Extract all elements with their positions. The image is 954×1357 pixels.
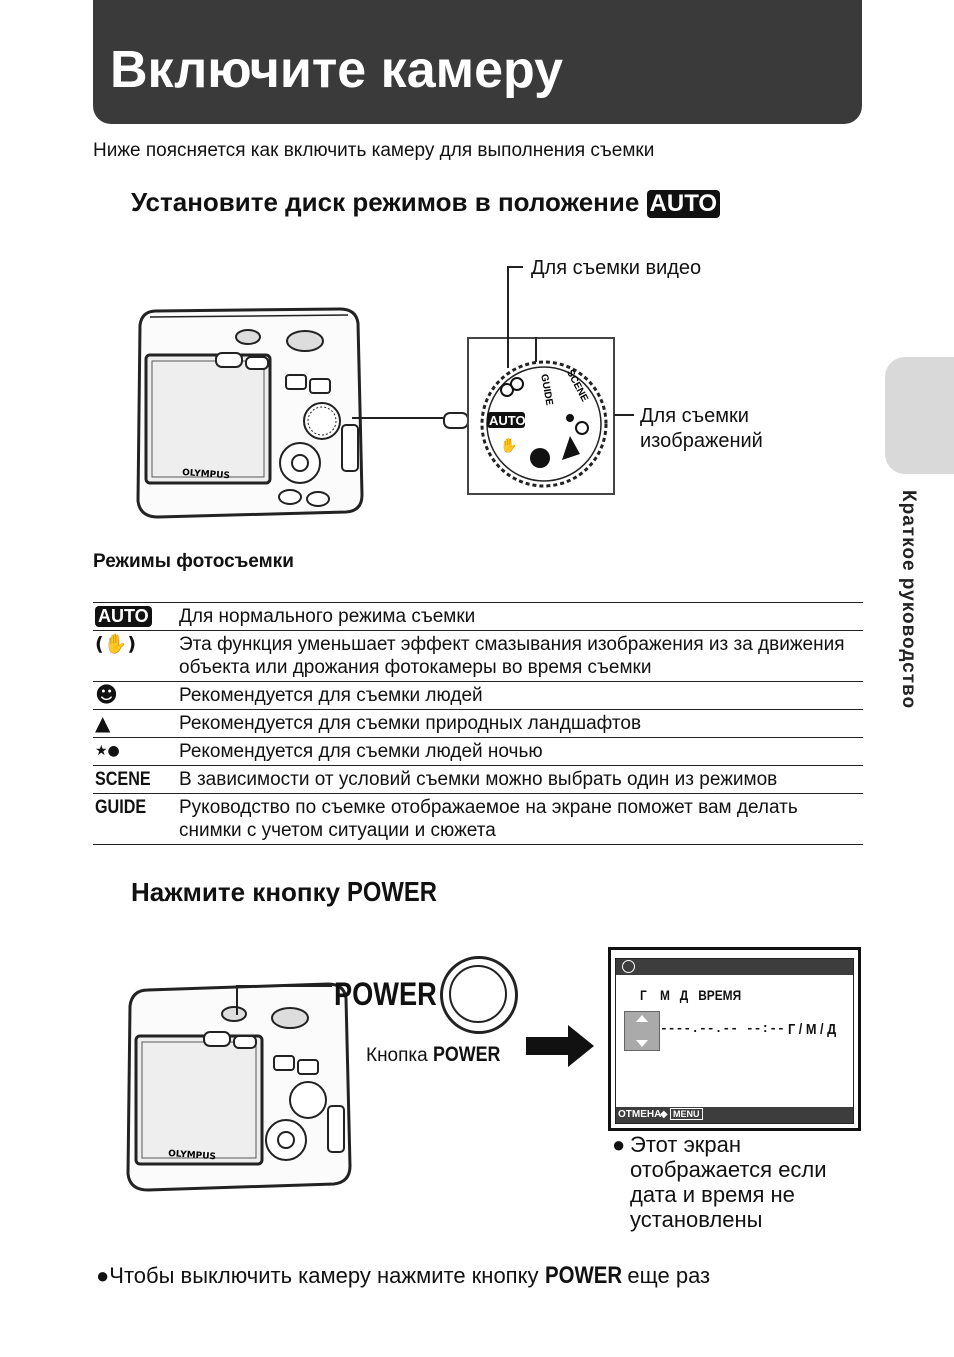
dial-scene-label: SCENE (564, 368, 590, 404)
footer-note-text: Чтобы выключить камеру нажмите кнопку (109, 1263, 539, 1288)
camera-brand-label: OLYMPUS (181, 468, 231, 482)
photo-callout-tick (614, 414, 634, 416)
lcd-note-line3: дата и время не (630, 1182, 795, 1207)
modes-heading: Режимы фотосъемки (93, 551, 294, 572)
bullet-icon: ● (612, 1132, 626, 1157)
night-portrait-icon: ★● (93, 738, 175, 766)
mode-description: Руководство по съемке отображаемое на экране поможет вам делать снимки с учетом ситуации и сюжета (175, 794, 863, 845)
lcd-columns: Г М Д ВРЕМЯ (640, 987, 742, 1003)
side-tab (885, 357, 954, 474)
step2-heading-text: Нажмите кнопку (131, 877, 341, 907)
lcd-footer-text: ОТМЕНА (618, 1109, 662, 1120)
lcd-footer (616, 1107, 853, 1123)
modes-table (93, 602, 863, 845)
connector-line (352, 417, 444, 419)
power-callout-line (236, 985, 238, 1015)
photo-callout-line1: Для съемки (640, 405, 749, 427)
page-title: Включите камеру (110, 41, 563, 99)
dial-shake-icon: ✋ (500, 438, 518, 454)
photo-callout-line (535, 337, 537, 362)
photo-callout-line2: изображений (640, 430, 763, 452)
lcd-inner (615, 958, 854, 1124)
table-row (93, 603, 863, 631)
mode-dial-drawing (472, 350, 612, 490)
table-row (93, 682, 863, 710)
auto-icon: AUTO (93, 603, 175, 631)
step2-heading (131, 876, 453, 908)
shake-reduction-icon: (✋) (93, 631, 175, 682)
power-button (440, 956, 518, 1034)
lcd-note (612, 1132, 827, 1232)
lcd-value: ----.--.-- --:-- (660, 1021, 785, 1036)
side-tab-label: Краткое руководство (898, 490, 919, 710)
lcd-header (616, 959, 853, 975)
camera-drawing (130, 305, 365, 520)
table-row (93, 794, 863, 845)
auto-badge: AUTO (647, 190, 721, 218)
clock-icon (622, 960, 635, 973)
step1-heading (131, 187, 720, 218)
video-callout-line (507, 266, 509, 368)
step1-heading-text: Установите диск режимов в положение (131, 187, 640, 217)
video-callout-tick (507, 266, 523, 268)
lcd-note-line2: отображается если (630, 1157, 827, 1182)
power-button-caption (366, 1043, 512, 1067)
photo-callout (640, 404, 763, 454)
dial-auto-label: AUTO (489, 413, 526, 428)
scene-icon: SCENE (93, 766, 175, 794)
footer-power: POWER (544, 1262, 622, 1289)
lcd-menu-button: MENU (670, 1108, 703, 1120)
mode-dial (472, 350, 612, 490)
arrow-icon (526, 1025, 596, 1072)
table-row (93, 710, 863, 738)
camera-brand-label-2: OLYMPUS (167, 1149, 217, 1163)
power-callout-hline (236, 985, 332, 987)
caption-text: Кнопка (366, 1045, 428, 1066)
intro-text: Ниже поясняется как включить камеру для выполнения съемки (93, 140, 655, 161)
guide-icon: GUIDE (93, 794, 175, 845)
mode-description: Рекомендуется для съемки людей (175, 682, 863, 710)
lcd-note-line4: установлены (630, 1207, 763, 1232)
caption-power: POWER (433, 1043, 501, 1066)
bullet-icon: ● (96, 1263, 110, 1288)
mode-description: В зависимости от условий съемки можно выбрать один из режимов (175, 766, 863, 794)
portrait-icon: ☻ (93, 682, 175, 710)
mode-description: Для нормального режима съемки (175, 603, 863, 631)
footer-note-end: еще раз (627, 1263, 711, 1288)
mode-description: Эта функция уменьшает эффект смазывания изображения из за движения объекта или дрожания фотокамеры во время съемки (175, 631, 863, 682)
footer-note (96, 1262, 710, 1290)
table-row (93, 738, 863, 766)
lcd-up-down-selector (624, 1011, 660, 1051)
landscape-icon: ▲ (93, 710, 175, 738)
dial-marker (443, 412, 469, 429)
table-row (93, 631, 863, 682)
mode-description: Рекомендуется для съемки природных ландшафтов (175, 710, 863, 738)
camera-back-illustration (130, 305, 365, 520)
table-row (93, 766, 863, 794)
mode-description: Рекомендуется для съемки людей ночью (175, 738, 863, 766)
camera-drawing-2 (122, 978, 354, 1193)
power-word: POWER (347, 876, 438, 907)
lcd-arrow-icon: ◆ (660, 1109, 668, 1120)
power-label: POWER (334, 976, 437, 1012)
lcd-note-line1: Этот экран (630, 1132, 742, 1157)
dial-guide-label: GUIDE (538, 373, 555, 407)
video-callout: Для съемки видео (531, 257, 702, 279)
camera-power-illustration (122, 978, 354, 1193)
date-time-screen (608, 947, 861, 1131)
lcd-format: Г / М / Д (788, 1021, 837, 1038)
